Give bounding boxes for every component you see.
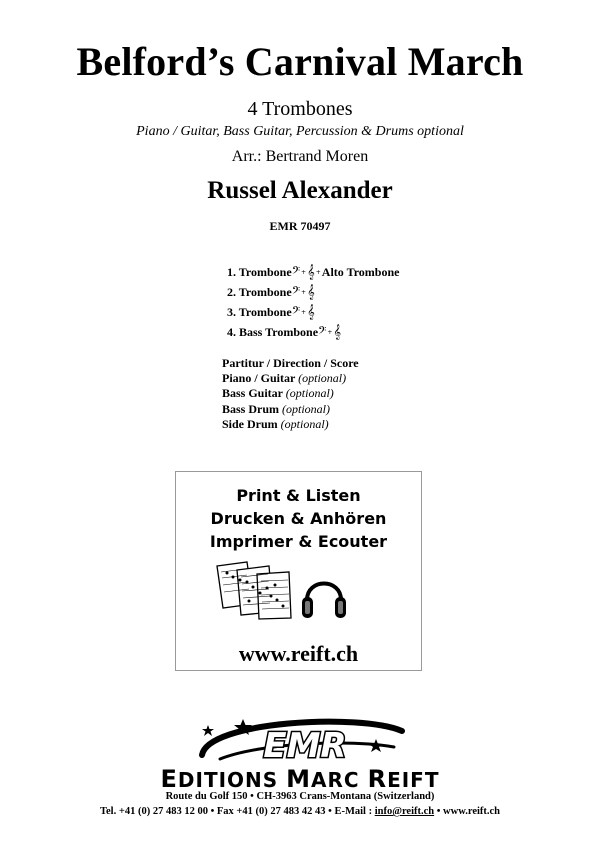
optional-note: (optional) xyxy=(298,371,347,386)
publisher-word: EIFT xyxy=(387,768,440,792)
treble-clef-icon: 𝄞 xyxy=(307,305,315,320)
publisher-initial: M xyxy=(286,765,312,793)
publisher-word: ARC xyxy=(311,768,368,792)
title: Belford’s Carnival March xyxy=(76,39,524,84)
score-item-label: Side Drum xyxy=(222,416,278,431)
bass-clef-icon: 𝄢 xyxy=(291,265,301,280)
publisher-word: DITIONS xyxy=(177,768,287,792)
score-item xyxy=(222,417,359,432)
publisher-initial: E xyxy=(160,765,178,793)
score-item xyxy=(222,402,359,417)
composer: Russel Alexander xyxy=(207,177,393,204)
catalog-number: EMR 70497 xyxy=(269,219,331,233)
part-item xyxy=(227,265,399,285)
plus-icon: + xyxy=(327,329,333,337)
treble-clef-icon: 𝄞 xyxy=(307,265,315,280)
bass-clef-icon: 𝄢 xyxy=(291,285,301,300)
publisher-contact xyxy=(0,806,600,817)
contact-website: • www.reift.ch xyxy=(434,806,501,817)
instruments-optional: Piano / Guitar, Bass Guitar, Percussion & Drums optional xyxy=(136,124,464,139)
plus-icon: + xyxy=(315,269,321,277)
part-label: 4. Bass Trombone xyxy=(227,325,319,339)
bass-clef-icon: 𝄢 xyxy=(318,325,327,340)
arranger: Arr.: Bertrand Moren xyxy=(231,148,369,165)
logo-text: EMR xyxy=(263,726,347,766)
contact-phone-fax: Tel. +41 (0) 27 483 12 00 • Fax +41 (0) 27 483 42 43 • E-Mail : xyxy=(99,806,375,817)
email-link[interactable]: info@reift.ch xyxy=(374,806,435,817)
promo-line: Imprimer & Ecouter xyxy=(209,532,388,551)
score-item-label: Bass Drum xyxy=(222,401,280,416)
score-list xyxy=(222,356,359,432)
score-item-label: Piano / Guitar xyxy=(222,371,296,386)
bass-clef-icon: 𝄢 xyxy=(291,305,301,320)
parts-list xyxy=(227,265,399,345)
promo-line: Print & Listen xyxy=(236,486,361,505)
plus-icon: + xyxy=(301,309,307,317)
part-suffix: Alto Trombone xyxy=(321,265,400,279)
score-item xyxy=(222,386,359,401)
score-item xyxy=(222,371,359,386)
treble-clef-icon: 𝄞 xyxy=(333,325,342,340)
part-item xyxy=(227,285,399,305)
score-item-label: Bass Guitar xyxy=(222,386,283,401)
treble-clef-icon: 𝄞 xyxy=(307,285,315,300)
subtitle: 4 Trombones xyxy=(247,98,353,120)
part-label: 3. Trombone xyxy=(227,305,292,319)
sheet-music-icon xyxy=(213,560,295,622)
publisher-name xyxy=(0,765,600,793)
headphones-icon xyxy=(301,570,347,624)
publisher-address: Route du Golf 150 • CH-3963 Crans-Montana (Switzerland) xyxy=(165,791,435,802)
part-item xyxy=(227,305,399,325)
optional-note: (optional) xyxy=(285,386,334,401)
optional-note: (optional) xyxy=(282,401,331,416)
plus-icon: + xyxy=(301,289,307,297)
emr-logo xyxy=(150,713,450,767)
part-label: 2. Trombone xyxy=(227,285,292,299)
plus-icon: + xyxy=(301,269,307,277)
optional-note: (optional) xyxy=(280,416,329,431)
part-label: 1. Trombone xyxy=(227,265,292,279)
score-item xyxy=(222,356,359,371)
print-listen-box[interactable] xyxy=(175,471,422,671)
promo-url-link[interactable]: www.reift.ch xyxy=(238,641,359,666)
part-item xyxy=(227,325,399,345)
promo-line: Drucken & Anhören xyxy=(210,509,387,528)
publisher-initial: R xyxy=(367,765,388,793)
score-item-label: Partitur / Direction / Score xyxy=(222,356,359,370)
